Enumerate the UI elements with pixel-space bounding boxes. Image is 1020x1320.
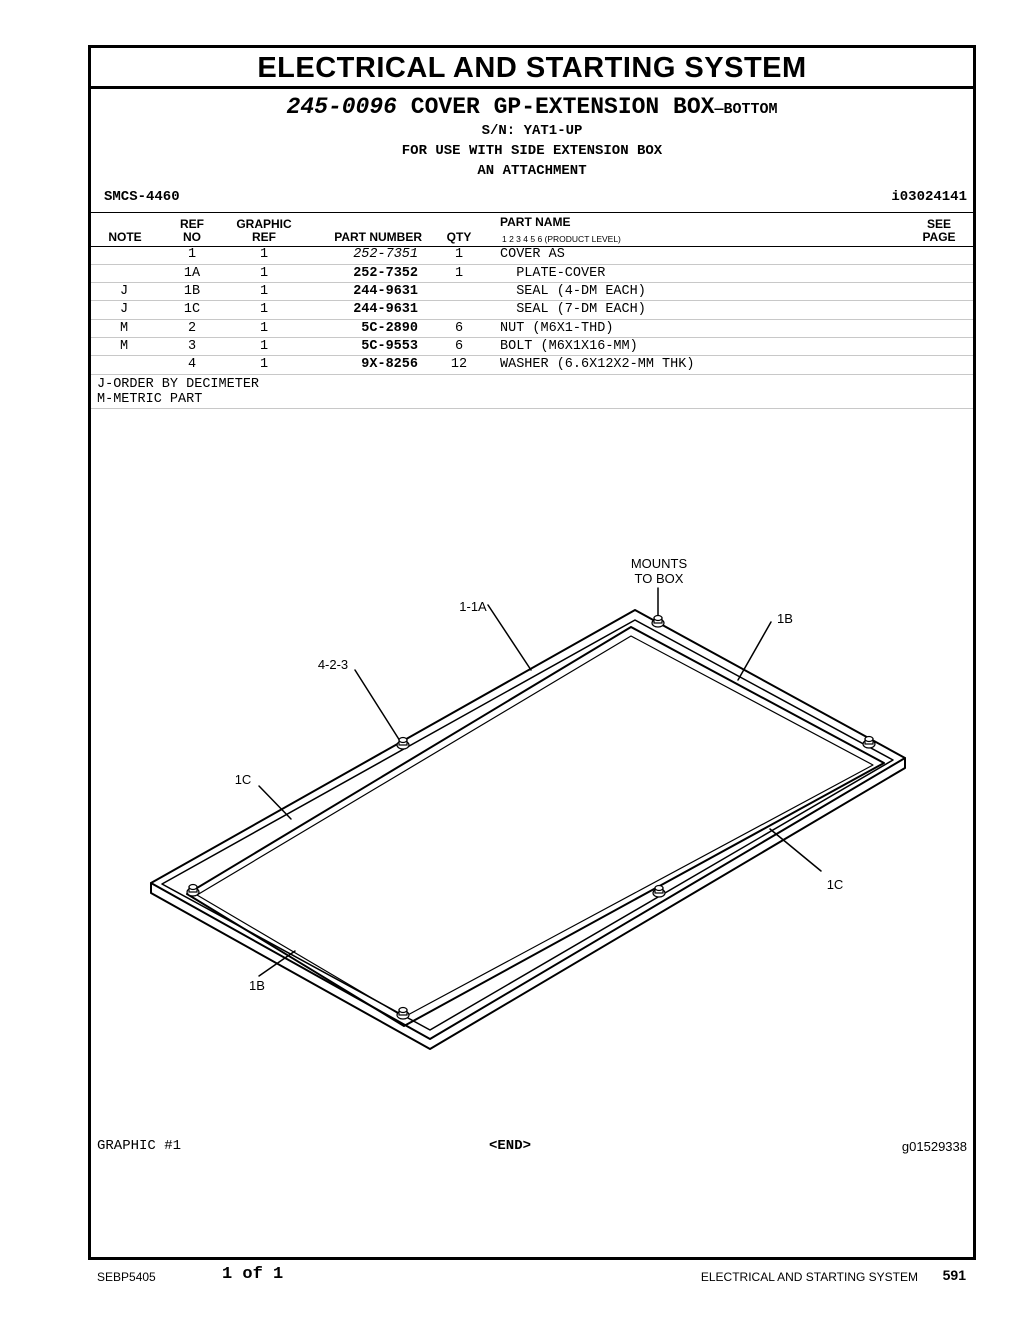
plate-outer-edge bbox=[151, 610, 905, 1039]
callout-4-2-3: 4-2-3 bbox=[317, 657, 349, 672]
row-part-number: 252-7351 bbox=[353, 247, 418, 262]
graphic-label: GRAPHIC #1 bbox=[97, 1138, 182, 1154]
row-part-name: WASHER (6.6X12X2-MM THK) bbox=[500, 357, 695, 372]
serial-number: S/N: YAT1-UP bbox=[481, 123, 583, 139]
callout-1c-right: 1C bbox=[826, 877, 844, 892]
cover-illustration bbox=[91, 48, 973, 1257]
footer-page-of: 1 of 1 bbox=[222, 1265, 284, 1284]
header-see-top: SEE bbox=[926, 217, 951, 231]
page-frame bbox=[88, 45, 976, 1260]
leader-1b-top bbox=[738, 622, 771, 680]
row-qty: 1 bbox=[454, 247, 464, 262]
info-id: i03024141 bbox=[891, 189, 967, 205]
row-ref: 3 bbox=[187, 339, 197, 354]
row-part-name: SEAL (7-DM EACH) bbox=[500, 302, 646, 317]
plate-thickness-edge bbox=[151, 758, 905, 1049]
bolt-icon bbox=[187, 885, 199, 897]
group-suffix: —BOTTOM bbox=[714, 101, 778, 118]
section-title: ELECTRICAL AND STARTING SYSTEM bbox=[91, 48, 973, 89]
note-decimeter: J-ORDER BY DECIMETER bbox=[97, 377, 260, 392]
row-part-number: 5C-9553 bbox=[361, 339, 418, 354]
usage-line-1: FOR USE WITH SIDE EXTENSION BOX bbox=[401, 143, 663, 159]
row-ref: 2 bbox=[187, 321, 197, 336]
row-note: M bbox=[119, 321, 129, 336]
row-note: M bbox=[119, 339, 129, 354]
callout-1-1a: 1-1A bbox=[459, 599, 487, 614]
row-part-name: BOLT (M6X1X16-MM) bbox=[500, 339, 638, 354]
row-part-number: 244-9631 bbox=[353, 284, 418, 299]
footer-page-number: 591 bbox=[942, 1267, 966, 1283]
bolt-icon bbox=[863, 737, 875, 749]
row-part-name: NUT (M6X1-THD) bbox=[500, 321, 614, 336]
row-part-number: 252-7352 bbox=[353, 266, 418, 281]
usage-line-2: AN ATTACHMENT bbox=[477, 163, 587, 179]
row-graphic-ref: 1 bbox=[259, 339, 269, 354]
leader-4-2-3 bbox=[355, 670, 400, 741]
footer-section-title: ELECTRICAL AND STARTING SYSTEM bbox=[700, 1270, 918, 1284]
row-note: J bbox=[119, 302, 129, 317]
row-part-name: PLATE-COVER bbox=[500, 266, 606, 281]
graphic-id: g01529338 bbox=[901, 1139, 967, 1154]
row-graphic-ref: 1 bbox=[259, 302, 269, 317]
header-part-number: PART NUMBER bbox=[334, 230, 422, 244]
row-note: J bbox=[119, 284, 129, 299]
header-graphic-top: GRAPHIC bbox=[236, 217, 292, 231]
row-part-name: COVER AS bbox=[500, 247, 565, 262]
callout-1b-top: 1B bbox=[777, 611, 793, 626]
smcs-code: SMCS-4460 bbox=[104, 189, 180, 205]
plate-seal-inner bbox=[162, 620, 893, 1030]
footer-doc-number: SEBP5405 bbox=[97, 1270, 156, 1284]
callout-1b-bottom: 1B bbox=[249, 978, 265, 993]
row-qty: 6 bbox=[454, 321, 464, 336]
header-ref-top: REF bbox=[180, 217, 204, 231]
row-qty: 6 bbox=[454, 339, 464, 354]
row-graphic-ref: 1 bbox=[259, 247, 269, 262]
row-graphic-ref: 1 bbox=[259, 321, 269, 336]
row-qty: 1 bbox=[454, 266, 464, 281]
row-graphic-ref: 1 bbox=[259, 266, 269, 281]
row-part-number: 5C-2890 bbox=[361, 321, 418, 336]
callout-mounts-line1: MOUNTS bbox=[630, 556, 688, 571]
row-ref: 1B bbox=[183, 284, 201, 299]
header-product-levels: 1 2 3 4 5 6 (PRODUCT LEVEL) bbox=[502, 234, 621, 244]
row-graphic-ref: 1 bbox=[259, 284, 269, 299]
row-ref: 4 bbox=[187, 357, 197, 372]
row-graphic-ref: 1 bbox=[259, 357, 269, 372]
end-label: <END> bbox=[489, 1138, 532, 1154]
group-part-number: 245-0096 bbox=[286, 94, 397, 120]
row-part-number: 9X-8256 bbox=[361, 357, 418, 372]
header-graphic-bottom: REF bbox=[252, 230, 276, 244]
note-metric: M-METRIC PART bbox=[97, 391, 203, 407]
row-ref: 1A bbox=[183, 266, 201, 281]
header-qty: QTY bbox=[446, 230, 472, 244]
row-ref: 1 bbox=[187, 247, 197, 262]
callout-1c-left: 1C bbox=[234, 772, 252, 787]
header-see-bottom: PAGE bbox=[922, 230, 956, 244]
row-part-name: SEAL (4-DM EACH) bbox=[500, 284, 646, 299]
bolt-icon bbox=[652, 616, 664, 628]
leader-1b-bottom bbox=[259, 951, 295, 976]
row-part-number: 244-9631 bbox=[353, 302, 418, 317]
row-ref: 1C bbox=[183, 302, 201, 317]
leader-1-1a bbox=[488, 605, 531, 670]
header-ref-bottom: NO bbox=[183, 230, 201, 244]
callout-mounts-line2: TO BOX bbox=[634, 571, 684, 586]
header-part-name: PART NAME bbox=[500, 215, 571, 229]
bolt-icon bbox=[397, 738, 409, 750]
header-note: NOTE bbox=[108, 230, 142, 244]
row-qty: 12 bbox=[450, 357, 468, 372]
leader-1c-right bbox=[770, 829, 821, 871]
bolt-icon bbox=[397, 1008, 409, 1020]
group-name: COVER GP-EXTENSION BOX bbox=[410, 94, 715, 120]
bolt-icon bbox=[653, 886, 665, 898]
